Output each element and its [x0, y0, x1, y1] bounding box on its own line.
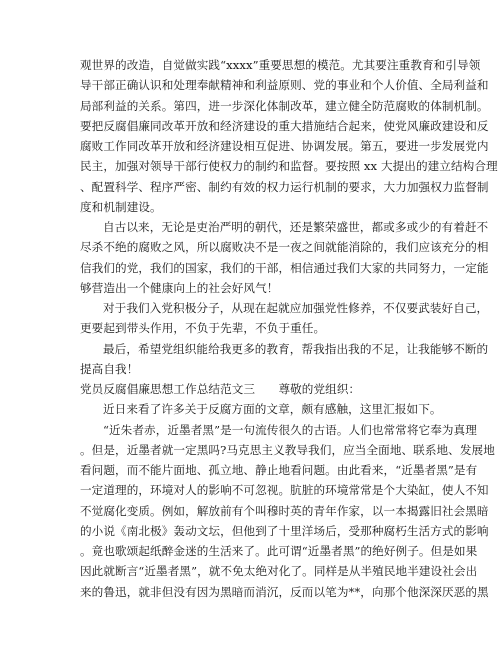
text-line: 来的鲁迅，就非但没有因为黑暗而消沉，反而以笔为**，向那个他深深厌恶的黑 — [80, 584, 489, 599]
text-line: 不觉腐化变质。例如，解放前有个叫穆时英的青年作家，以一本揭露旧社会黑暗 — [80, 503, 489, 518]
text-line: 。竟也歌颂起纸醉金迷的生活来了。此可谓“近墨者黑”的绝好例子。但是如果 — [80, 544, 478, 558]
text-line: 腐败工作同改革开放和经济建设相互促进、协调发展。第五，要进一步发展党内 — [80, 139, 489, 153]
text-line: 要把反腐倡廉同改革开放和经济建设的重大措施结合起来，使党风廉政建设和反 — [80, 118, 489, 133]
text-line: 的小说《南北极》轰动文坛，但他到了十里洋场后，受那种腐朽生活方式的影响 — [80, 523, 489, 538]
text-line: 度和机制建设。 — [80, 199, 162, 214]
text-line: 近日来看了许多关于反腐方面的文章，颇有感触，这里汇报如下。 — [103, 402, 442, 417]
text-line: 信我们的党，我们的国家，我们的干部，相信通过我们大家的共同努力，一定能 — [80, 260, 489, 275]
document-body — [80, 55, 498, 602]
text-line: “近朱者赤，近墨者黑”是一句流传很久的古语。人们也常常将它奉为真理 — [103, 422, 477, 437]
text-line: 尽杀不绝的腐败之风，所以腐败决不是一夜之间就能消除的，我们应该充分的相 — [80, 240, 489, 255]
text-line: 更要起到带头作用，不负于先辈，不负于重任。 — [80, 321, 326, 336]
text-line: 一定道理的，环境对人的影响不可忽视。肮脏的环境常常是个大染缸，使人不知 — [80, 483, 489, 498]
text-line: 自古以来，无论是吏治严明的朝代，还是繁荣盛世，都或多或少的有着赶不 — [103, 220, 489, 234]
text-line: 。但是，近墨者就一定黑吗?马克思主义教导我们，应当全面地、联系地、发展地 — [80, 442, 495, 457]
text-line: 、配置科学、程序严密、制约有效的权力运行机制的要求，大力加强权力监督制 — [80, 179, 489, 194]
text-line: 民主，加强对领导干部行使权力的制约和监督。要按照 xx 大提出的建立结构合理 — [80, 159, 498, 174]
text-line: 看问题，而不能片面地、孤立地、静止地看问题。由此看来，“近墨者黑”是有 — [80, 463, 478, 477]
text-line: 提高自我！ — [80, 361, 139, 376]
text-line: 够营造出一个健康向上的社会好风气！ — [80, 280, 279, 295]
text-line: 导干部正确认识和处理奉献精神和利益原则、党的事业和个人价值、全局利益和 — [80, 78, 489, 93]
text-line: 对于我们入党积极分子，从现在起就应加强党性修养，不仅要武装好自己， — [103, 301, 489, 315]
text-line: 党员反腐倡廉思想工作总结范文三 尊敬的党组织： — [80, 382, 361, 396]
text-line: 因此就断言“近墨者黑”，就不免太绝对化了。同样是从半殖民地半建设社会出 — [80, 564, 478, 579]
text-line: 观世界的改造，自觉做实践“xxxx”重要思想的模范。尤其要注重教育和引导领 — [80, 58, 481, 72]
text-line: 局部利益的关系。第四，进一步深化体制改革，建立健全防范腐败的体制机制。 — [80, 98, 489, 113]
text-line: 最后，希望党组织能给我更多的教育，帮我指出我的不足，让我能够不断的 — [103, 341, 489, 356]
